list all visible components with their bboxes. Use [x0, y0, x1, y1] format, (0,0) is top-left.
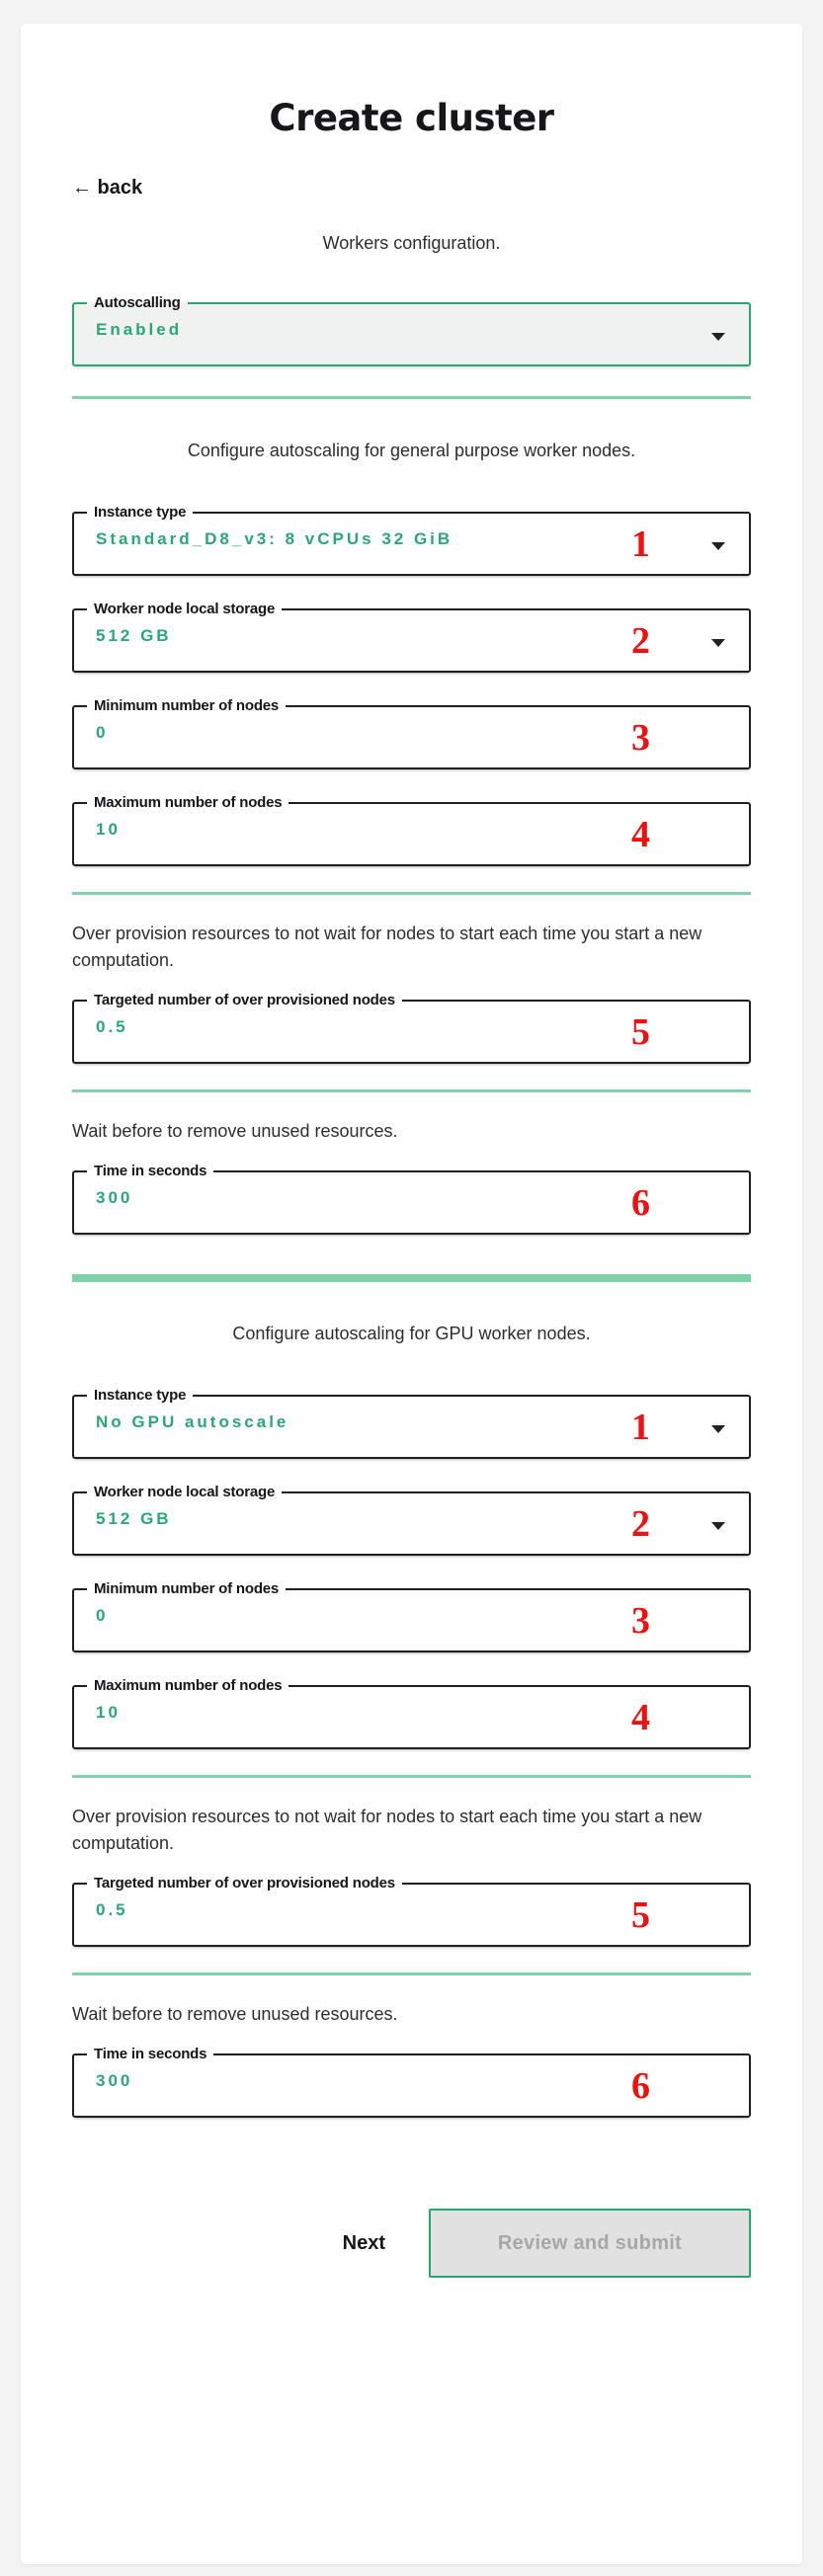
annotation-6: 6 — [631, 2065, 650, 2108]
time-seconds-label: Time in seconds — [94, 2046, 207, 2062]
annotation-1: 1 — [631, 523, 650, 566]
time-seconds-input[interactable] — [96, 1188, 521, 1208]
general-section-heading: Configure autoscaling for general purpose worker nodes. — [187, 441, 636, 460]
general-local-storage-select[interactable] — [72, 602, 751, 673]
annotation-3: 3 — [631, 1600, 650, 1643]
overprovision-label: Targeted number of over provisioned nodes — [94, 1875, 395, 1892]
general-time-seconds-field — [72, 1164, 751, 1235]
gpu-instance-type-select[interactable] — [72, 1388, 751, 1459]
chevron-down-icon — [711, 1522, 725, 1530]
overprovision-input[interactable] — [96, 1017, 521, 1037]
annotation-2: 2 — [631, 620, 650, 663]
instance-type-value: No GPU autoscale — [96, 1412, 289, 1431]
gpu-overprovision-field — [72, 1876, 751, 1947]
gpu-min-nodes-field — [72, 1581, 751, 1652]
overprovision-label: Targeted number of over provisioned nodes — [94, 992, 395, 1008]
chevron-down-icon — [711, 1425, 725, 1433]
instance-type-value: Standard_D8_v3: 8 vCPUs 32 GiB — [96, 529, 453, 548]
section-general-workers — [72, 441, 751, 1235]
max-nodes-label: Maximum number of nodes — [94, 794, 283, 811]
annotation-3: 3 — [631, 717, 650, 760]
autoscaling-select[interactable] — [72, 295, 751, 366]
chevron-down-icon — [711, 333, 725, 341]
annotation-6: 6 — [631, 1182, 650, 1225]
footer-actions — [72, 2209, 751, 2278]
instance-type-label: Instance type — [94, 504, 187, 521]
workers-configuration-subtitle: Workers configuration. — [322, 233, 501, 253]
create-cluster-card — [21, 24, 802, 2564]
section-divider — [72, 1089, 751, 1092]
general-instance-type-select[interactable] — [72, 505, 751, 576]
local-storage-value: 512 GB — [96, 626, 172, 645]
chevron-down-icon — [711, 542, 725, 550]
min-nodes-label: Minimum number of nodes — [94, 1580, 280, 1597]
max-nodes-input[interactable] — [96, 1703, 521, 1723]
min-nodes-input[interactable] — [96, 723, 521, 743]
min-nodes-label: Minimum number of nodes — [94, 697, 280, 714]
autoscaling-label: Autoscalling — [94, 294, 181, 311]
local-storage-label: Worker node local storage — [94, 601, 276, 617]
section-divider — [72, 1972, 751, 1975]
overprovision-text: Over provision resources to not wait for nodes to start each time you start a new computation. — [72, 924, 702, 970]
gpu-section-heading: Configure autoscaling for GPU worker nodes. — [232, 1324, 591, 1343]
section-divider — [72, 396, 751, 399]
section-divider — [72, 892, 751, 895]
overprovision-input[interactable] — [96, 1900, 521, 1920]
instance-type-label: Instance type — [94, 1387, 187, 1404]
max-nodes-input[interactable] — [96, 820, 521, 840]
annotation-4: 4 — [631, 1697, 650, 1739]
annotation-1: 1 — [631, 1407, 650, 1449]
wait-text: Wait before to remove unused resources. — [72, 2004, 398, 2024]
autoscaling-value: Enabled — [96, 320, 183, 339]
section-divider-thick — [72, 1274, 751, 1282]
max-nodes-label: Maximum number of nodes — [94, 1677, 283, 1694]
general-overprovision-field — [72, 993, 751, 1064]
time-seconds-input[interactable] — [96, 2071, 521, 2091]
general-max-nodes-field — [72, 795, 751, 866]
general-min-nodes-field — [72, 698, 751, 769]
review-and-submit-button[interactable]: Review and submit — [429, 2209, 751, 2278]
section-divider — [72, 1775, 751, 1778]
section-gpu-workers — [72, 1324, 751, 2118]
annotation-5: 5 — [631, 1011, 650, 1054]
chevron-down-icon — [711, 639, 725, 647]
back-link[interactable]: ← back — [72, 177, 143, 199]
annotation-2: 2 — [631, 1503, 650, 1546]
page-title: Create cluster — [269, 97, 554, 139]
annotation-4: 4 — [631, 814, 650, 856]
wait-text: Wait before to remove unused resources. — [72, 1121, 398, 1141]
min-nodes-input[interactable] — [96, 1606, 521, 1626]
next-button[interactable]: Next — [337, 2231, 391, 2256]
gpu-max-nodes-field — [72, 1678, 751, 1749]
overprovision-text: Over provision resources to not wait for nodes to start each time you start a new computation. — [72, 1807, 702, 1853]
gpu-local-storage-select[interactable] — [72, 1485, 751, 1556]
annotation-5: 5 — [631, 1894, 650, 1937]
local-storage-label: Worker node local storage — [94, 1484, 276, 1500]
time-seconds-label: Time in seconds — [94, 1163, 207, 1179]
gpu-time-seconds-field — [72, 2047, 751, 2118]
local-storage-value: 512 GB — [96, 1509, 172, 1528]
